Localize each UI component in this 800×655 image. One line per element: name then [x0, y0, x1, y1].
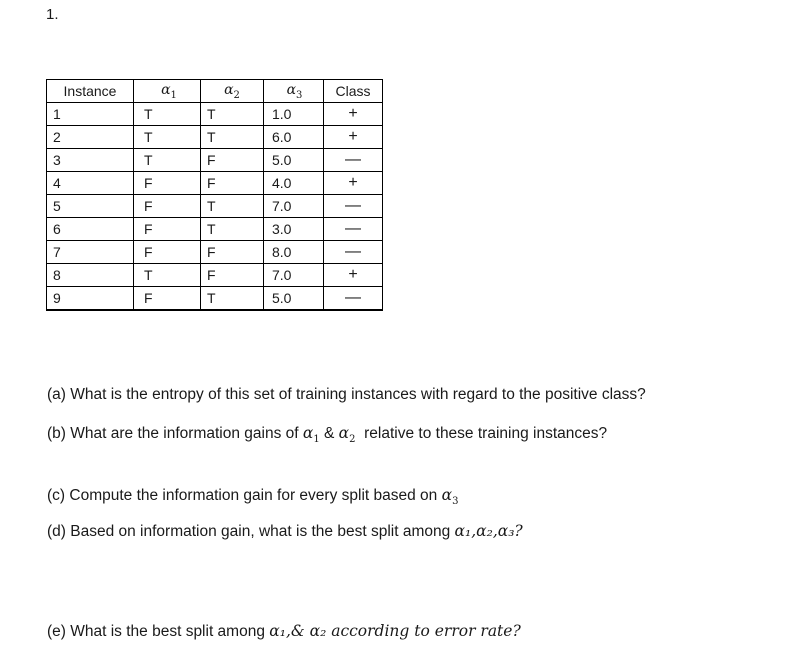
- cell-alpha1: F: [134, 218, 201, 241]
- cell-alpha3: 1.0: [264, 103, 324, 126]
- cell-instance: 8: [47, 264, 134, 287]
- cell-alpha3: 7.0: [264, 264, 324, 287]
- table-row: [47, 172, 383, 195]
- question-b-text: (b) What are the information gains of: [47, 425, 303, 442]
- table-row: [47, 149, 383, 172]
- table-row: [47, 264, 383, 287]
- table-row: [47, 103, 383, 126]
- cell-alpha2: T: [201, 103, 264, 126]
- alpha-list-math: α₁,α₂,α₃?: [454, 522, 523, 540]
- cell-class: —: [324, 195, 383, 218]
- cell-alpha3: 3.0: [264, 218, 324, 241]
- table-row: [47, 287, 383, 311]
- cell-class: —: [324, 241, 383, 264]
- cell-class: +: [324, 103, 383, 126]
- cell-instance: 1: [47, 103, 134, 126]
- cell-alpha1: T: [134, 126, 201, 149]
- table-header-row: [47, 80, 383, 103]
- ampersand: &: [319, 425, 339, 442]
- cell-alpha1: T: [134, 264, 201, 287]
- header-alpha2: $\alpha_2$: [201, 80, 264, 103]
- question-d: [47, 522, 523, 541]
- cell-alpha1: F: [134, 287, 201, 311]
- cell-instance: 4: [47, 172, 134, 195]
- cell-instance: 7: [47, 241, 134, 264]
- cell-alpha2: T: [201, 287, 264, 311]
- cell-alpha2: F: [201, 264, 264, 287]
- cell-alpha3: 7.0: [264, 195, 324, 218]
- cell-class: —: [324, 287, 383, 311]
- question-a: (a) What is the entropy of this set of training instances with regard to the positive class?: [47, 386, 646, 403]
- cell-instance: 5: [47, 195, 134, 218]
- cell-instance: 3: [47, 149, 134, 172]
- cell-instance: 2: [47, 126, 134, 149]
- cell-alpha3: 6.0: [264, 126, 324, 149]
- question-e: [47, 622, 521, 641]
- table-row: [47, 218, 383, 241]
- table-row: [47, 241, 383, 264]
- cell-alpha2: T: [201, 126, 264, 149]
- question-b: [47, 424, 607, 445]
- question-b-tail: relative to these training instances?: [355, 425, 608, 442]
- cell-alpha2: F: [201, 172, 264, 195]
- cell-alpha2: F: [201, 149, 264, 172]
- table-row: [47, 126, 383, 149]
- cell-alpha3: 8.0: [264, 241, 324, 264]
- header-instance: Instance: [47, 80, 134, 103]
- cell-class: +: [324, 126, 383, 149]
- cell-alpha1: F: [134, 195, 201, 218]
- cell-alpha2: F: [201, 241, 264, 264]
- question-d-text: (d) Based on information gain, what is the best split among: [47, 523, 455, 540]
- header-class: Class: [324, 80, 383, 103]
- cell-alpha3: 5.0: [264, 149, 324, 172]
- cell-alpha2: T: [201, 195, 264, 218]
- question-c: [47, 486, 458, 507]
- question-c-text: (c) Compute the information gain for every split based on: [47, 487, 442, 504]
- cell-class: —: [324, 218, 383, 241]
- cell-alpha1: T: [134, 103, 201, 126]
- error-rate-math: α₁,& α₂ according to error rate?: [269, 622, 521, 640]
- cell-class: +: [324, 172, 383, 195]
- cell-class: +: [324, 264, 383, 287]
- cell-alpha1: F: [134, 241, 201, 264]
- table-row: [47, 195, 383, 218]
- alpha2-symbol: $\alpha_2$: [338, 424, 356, 446]
- header-alpha3: $\alpha_3$: [264, 80, 324, 103]
- training-instances-table: [46, 79, 383, 311]
- cell-alpha3: 5.0: [264, 287, 324, 311]
- question-number: 1.: [46, 6, 59, 23]
- question-e-text: (e) What is the best split among: [47, 623, 270, 640]
- cell-alpha2: T: [201, 218, 264, 241]
- alpha3-symbol: $\alpha_3$: [441, 486, 459, 508]
- cell-alpha1: T: [134, 149, 201, 172]
- cell-alpha1: F: [134, 172, 201, 195]
- cell-instance: 9: [47, 287, 134, 311]
- cell-class: —: [324, 149, 383, 172]
- cell-alpha3: 4.0: [264, 172, 324, 195]
- header-alpha1: $\alpha_1$: [134, 80, 201, 103]
- cell-instance: 6: [47, 218, 134, 241]
- alpha1-symbol: $\alpha_1$: [302, 424, 320, 446]
